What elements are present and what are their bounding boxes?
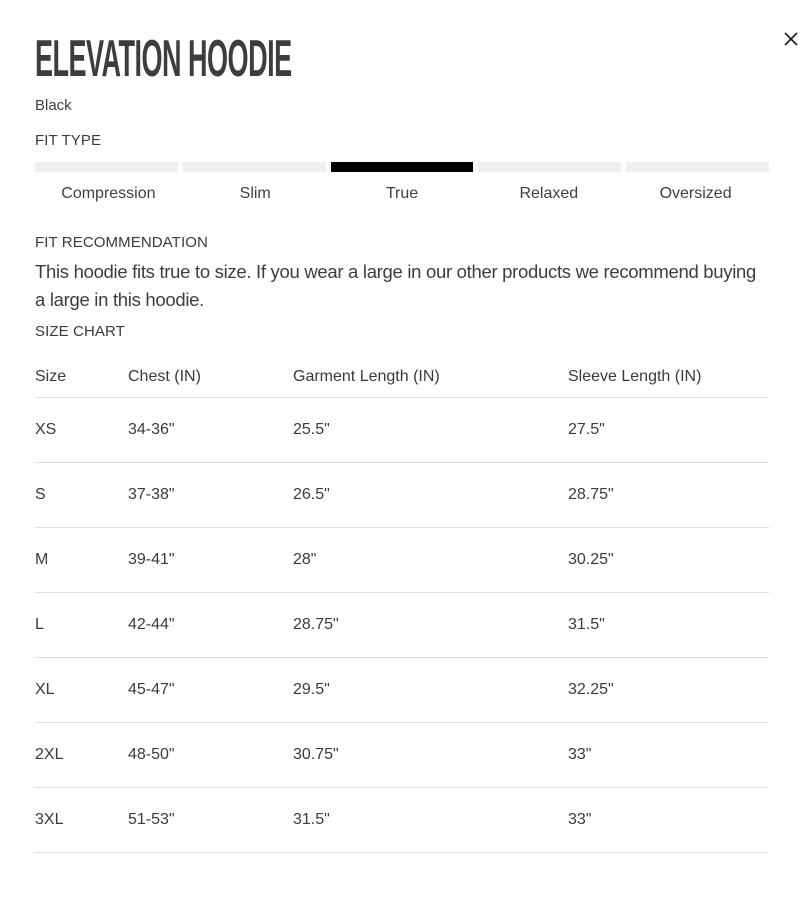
table-row-xs [35,398,769,463]
fit-type-heading: FIT TYPE [35,132,102,149]
fit-bar-true [331,162,474,172]
table-row-s [35,463,769,528]
fit-recommendation-heading: FIT RECOMMENDATION [35,234,208,251]
cell-sleeve-length: 33" [568,746,592,763]
cell-sleeve-length: 31.5" [568,616,605,633]
cell-chest: 37-38" [128,486,175,503]
cell-chest: 39-41" [128,551,175,568]
table-row-l [35,593,769,658]
cell-garment-length: 28.75" [293,616,339,633]
cell-size: L [35,616,44,633]
table-row-m [35,528,769,593]
cell-chest: 51-53" [128,811,175,828]
cell-chest: 34-36" [128,421,175,438]
size-guide-modal [0,30,804,918]
cell-garment-length: 30.75" [293,746,339,763]
column-header-size: Size [35,367,67,385]
cell-sleeve-length: 28.75" [568,486,614,503]
table-row-3xl [35,788,769,853]
fit-label-true: True [385,185,419,202]
cell-garment-length: 28" [293,551,317,568]
fit-bar-oversized [626,162,769,172]
modal-content [0,30,804,853]
cell-garment-length: 26.5" [293,486,330,503]
close-button[interactable] [781,29,801,49]
column-header-garment-length: Garment Length (IN) [293,367,440,385]
close-icon [781,29,801,49]
size-chart-heading: SIZE CHART [35,323,125,340]
fit-bar-relaxed [478,162,621,172]
fit-type-scale [35,162,769,172]
table-row-2xl [35,723,769,788]
cell-sleeve-length: 30.25" [568,551,614,568]
table-row-xl [35,658,769,723]
fit-recommendation-text: This hoodie fits true to size. If you wear a large in our other products we recommend buying a large in this hoodie. [35,261,757,310]
cell-chest: 45-47" [128,681,175,698]
cell-garment-length: 25.5" [293,421,330,438]
fit-label-oversized: Oversized [659,185,732,202]
fit-bar-slim [183,162,326,172]
cell-garment-length: 29.5" [293,681,330,698]
fit-label-relaxed: Relaxed [519,185,579,202]
fit-bar-compression [35,162,178,172]
cell-size: M [35,551,49,568]
cell-size: XS [35,421,57,438]
fit-label-slim: Slim [239,185,271,202]
cell-sleeve-length: 27.5" [568,421,605,438]
fit-type-labels [35,185,769,203]
cell-size: XL [35,681,55,698]
cell-sleeve-length: 33" [568,811,592,828]
product-color: Black [35,97,72,114]
cell-garment-length: 31.5" [293,811,330,828]
cell-size: 3XL [35,811,64,828]
cell-chest: 48-50" [128,746,175,763]
cell-size: S [35,486,46,503]
table-header-row [35,356,769,398]
cell-chest: 42-44" [128,616,175,633]
product-title: ELEVATION HOODIE [35,30,292,88]
column-header-sleeve-length: Sleeve Length (IN) [568,367,702,385]
column-header-chest: Chest (IN) [128,367,201,385]
cell-sleeve-length: 32.25" [568,681,614,698]
cell-size: 2XL [35,746,64,763]
fit-label-compression: Compression [61,185,156,202]
size-chart-table [35,356,769,853]
